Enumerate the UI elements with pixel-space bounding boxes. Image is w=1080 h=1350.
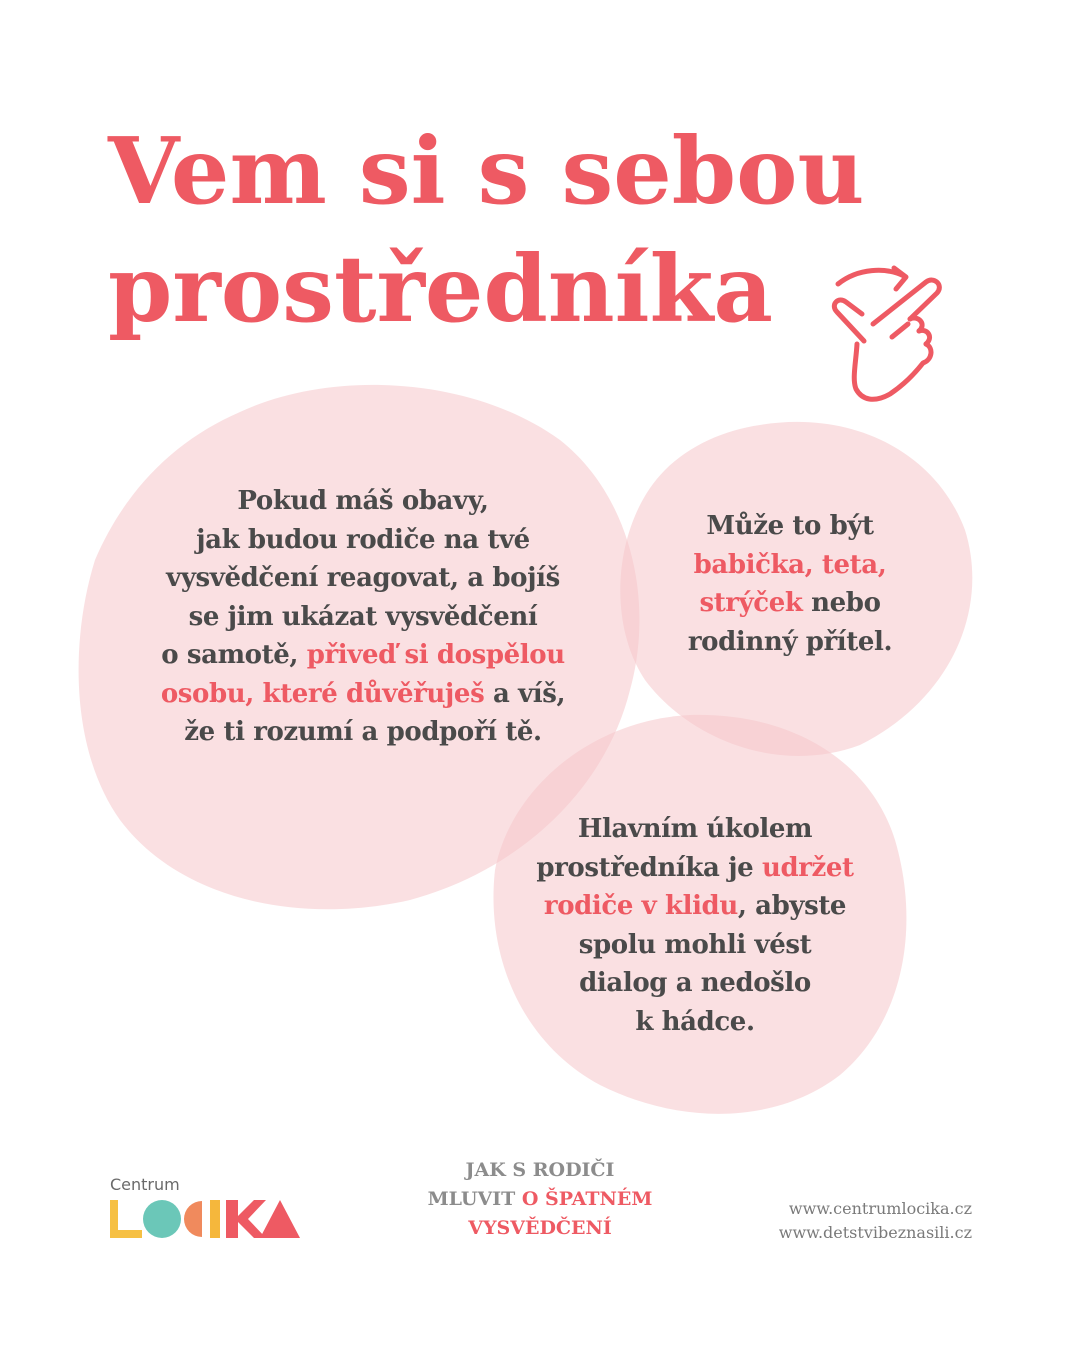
bubble-main-highlight: přiveď si dospělou [306,640,565,670]
bubble-task-line: dialog a nedošlo [579,968,811,998]
bubble-main-line: Pokud máš obavy, [237,486,489,516]
logo-letter-i [210,1200,220,1238]
footer-line: JAK S RODIČI [465,1159,615,1181]
bubble-main-line: o samotě, [161,640,307,670]
bubble-task-line: prostředníka je [536,852,762,883]
logo-letter-c [184,1201,202,1237]
title-line-2: prostředníka [108,235,773,343]
logo-letter-a [260,1200,300,1238]
url-detstvibeznasili[interactable]: www.detstvibeznasili.cz [778,1223,972,1242]
bubble-main-line: vysvědčení reagovat, a bojíš [166,563,560,593]
bubble-main-line: se jim ukázat vysvědčení [188,601,538,632]
bubble-task-line: spolu mohli vést [578,929,812,960]
bubble-who-highlight: babička, teta, [693,549,887,580]
footer-highlight: O ŠPATNÉM [521,1188,653,1210]
url-centrumlocika[interactable]: www.centrumlocika.cz [788,1199,972,1218]
locika-logo-mark [110,1200,300,1242]
logo-label: Centrum [110,1175,180,1194]
bubble-who-line: Může to být [706,511,874,541]
bubble-who-line: rodinný přítel. [687,626,893,657]
bubble-who-highlight: strýček [699,588,803,618]
footer-campaign [390,1156,690,1243]
bubble-task-text [495,810,895,1041]
bubble-main-line: a víš, [484,678,566,709]
logo-letter-l [110,1200,142,1238]
bubble-who-text [645,507,935,661]
bubble-task-line: , abyste [737,891,847,921]
bubble-task-highlight: udržet [761,852,854,883]
bubble-task-line: Hlavním úkolem [577,814,813,844]
footer-highlight: VYSVĚDČENÍ [468,1217,612,1239]
locika-logo [110,1175,310,1245]
bubble-who-line: nebo [802,588,881,618]
bubble-task-highlight: rodiče v klidu [543,891,738,921]
logo-letter-k [226,1200,266,1238]
bubble-main-line: že ti rozumí a podpoří tě. [184,717,542,747]
bubble-main-highlight: osobu, které důvěřuješ [160,678,485,709]
logo-letter-o [143,1200,181,1238]
bubble-task-line: k hádce. [635,1006,755,1037]
title-line-1: Vem si s sebou [108,117,865,225]
footer-line: MLUVIT [427,1188,522,1210]
bubble-main-text [118,482,608,752]
bubble-main-line: jak budou rodiče na tvé [196,524,530,555]
footer-urls [779,1197,972,1245]
